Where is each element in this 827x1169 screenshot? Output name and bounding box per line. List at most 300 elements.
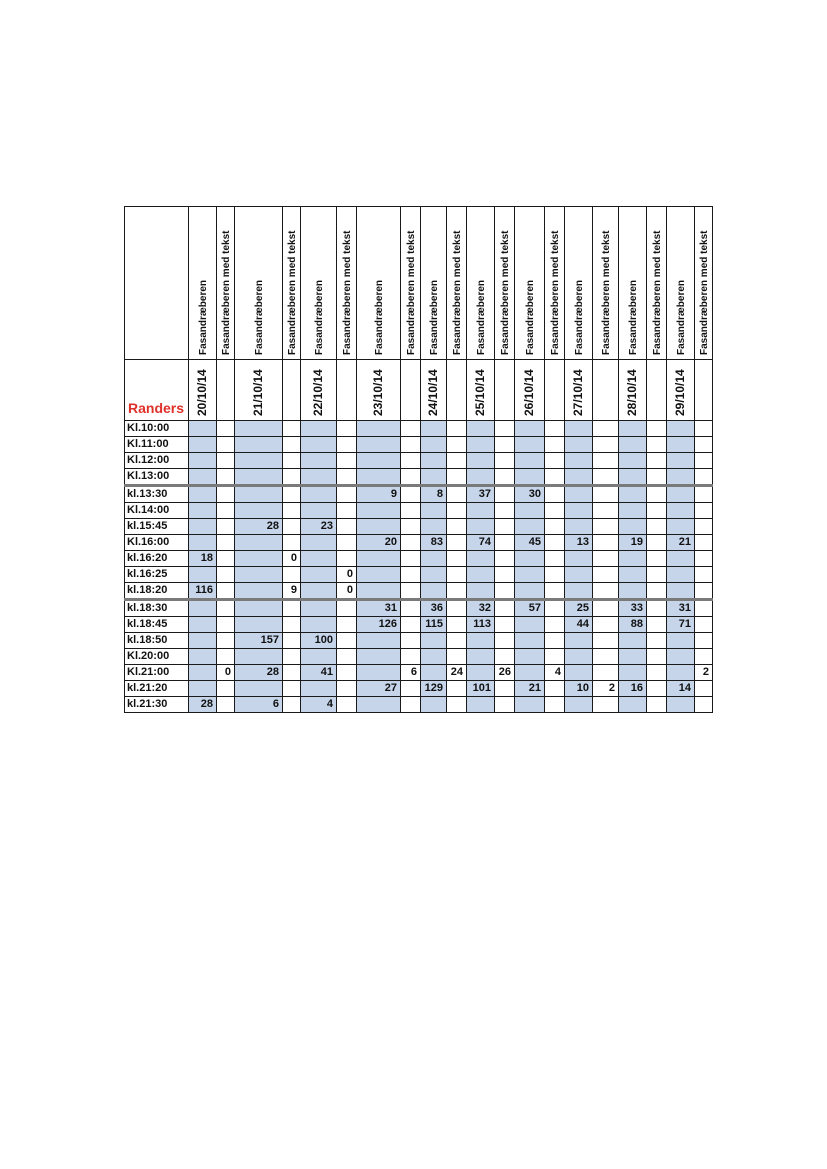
table-cell xyxy=(447,697,467,713)
table-cell xyxy=(337,617,357,633)
date-label: 23/10/14 xyxy=(370,369,385,416)
date-label: 26/10/14 xyxy=(521,369,536,416)
table-cell xyxy=(447,519,467,535)
table-row xyxy=(125,649,713,665)
table-cell: 33 xyxy=(619,600,647,617)
table-cell xyxy=(357,551,401,567)
table-cell: 13 xyxy=(565,535,593,551)
table-cell xyxy=(217,453,235,469)
table-cell xyxy=(337,633,357,649)
header-corner xyxy=(125,207,189,360)
table-cell xyxy=(337,551,357,567)
program-label: Fasandræberen xyxy=(197,279,209,355)
column-header-date xyxy=(495,360,515,421)
table-cell xyxy=(189,665,217,681)
table-cell xyxy=(235,469,283,486)
table-cell: 0 xyxy=(337,567,357,583)
table-cell xyxy=(495,486,515,503)
table-cell xyxy=(301,469,337,486)
table-cell xyxy=(447,503,467,519)
table-cell xyxy=(667,551,695,567)
table-cell xyxy=(217,617,235,633)
table-cell xyxy=(545,535,565,551)
table-row xyxy=(125,681,713,697)
table-cell xyxy=(619,519,647,535)
table-cell xyxy=(447,486,467,503)
table-cell xyxy=(421,437,447,453)
program-label: Fasandræberen med tekst xyxy=(451,230,463,355)
table-cell xyxy=(447,633,467,649)
table-cell: 116 xyxy=(189,583,217,600)
table-cell xyxy=(447,567,467,583)
table-cell xyxy=(421,469,447,486)
column-header-label xyxy=(337,207,357,360)
table-cell xyxy=(565,633,593,649)
table-cell xyxy=(401,617,421,633)
table-cell xyxy=(401,519,421,535)
table-cell: 36 xyxy=(421,600,447,617)
table-cell: 4 xyxy=(545,665,565,681)
table-cell: 32 xyxy=(467,600,495,617)
table-cell xyxy=(467,633,495,649)
table-cell xyxy=(357,519,401,535)
table-cell xyxy=(593,469,619,486)
table-cell xyxy=(565,583,593,600)
column-header-date xyxy=(695,360,713,421)
date-label: 22/10/14 xyxy=(310,369,325,416)
table-cell xyxy=(337,519,357,535)
column-header-label xyxy=(301,207,337,360)
table-cell xyxy=(337,535,357,551)
table-cell xyxy=(189,681,217,697)
table-cell xyxy=(495,519,515,535)
table-cell xyxy=(593,633,619,649)
table-cell xyxy=(283,697,301,713)
table-cell xyxy=(217,697,235,713)
table-cell xyxy=(357,453,401,469)
table-cell xyxy=(447,437,467,453)
table-cell xyxy=(695,486,713,503)
table-cell: 21 xyxy=(515,681,545,697)
table-cell xyxy=(217,535,235,551)
city-cell xyxy=(125,360,189,421)
column-header-label xyxy=(283,207,301,360)
time-label: kl.18:45 xyxy=(125,617,189,633)
table-cell xyxy=(217,649,235,665)
table-cell: 129 xyxy=(421,681,447,697)
table-cell xyxy=(421,665,447,681)
table-cell xyxy=(495,649,515,665)
table-cell: 20 xyxy=(357,535,401,551)
table-cell: 41 xyxy=(301,665,337,681)
table-cell: 6 xyxy=(401,665,421,681)
table-cell xyxy=(495,567,515,583)
table-cell: 28 xyxy=(189,697,217,713)
table-cell xyxy=(447,583,467,600)
time-label: kl.21:30 xyxy=(125,697,189,713)
table-cell xyxy=(337,453,357,469)
table-cell xyxy=(593,600,619,617)
table-cell xyxy=(337,421,357,437)
table-cell xyxy=(301,567,337,583)
program-label: Fasandræberen xyxy=(313,279,325,355)
table-cell xyxy=(593,503,619,519)
table-cell xyxy=(647,503,667,519)
table-cell xyxy=(467,551,495,567)
table-cell xyxy=(647,617,667,633)
table-cell xyxy=(545,617,565,633)
header-row-labels xyxy=(125,207,713,360)
table-cell xyxy=(283,567,301,583)
date-label: 25/10/14 xyxy=(472,369,487,416)
table-cell xyxy=(283,486,301,503)
table-cell xyxy=(593,567,619,583)
table-row xyxy=(125,437,713,453)
time-label: Kl.20:00 xyxy=(125,649,189,665)
table-cell xyxy=(495,503,515,519)
table-cell xyxy=(695,519,713,535)
table-cell xyxy=(189,519,217,535)
column-header-date xyxy=(235,360,283,421)
program-label: Fasandræberen med tekst xyxy=(286,230,298,355)
table-cell xyxy=(647,535,667,551)
table-cell xyxy=(545,633,565,649)
time-label: kl.13:30 xyxy=(125,486,189,503)
table-cell xyxy=(467,697,495,713)
table-cell xyxy=(515,437,545,453)
table-cell xyxy=(495,681,515,697)
table-cell xyxy=(217,551,235,567)
program-label: Fasandræberen xyxy=(675,279,687,355)
column-header-label xyxy=(357,207,401,360)
table-cell xyxy=(301,437,337,453)
table-cell: 83 xyxy=(421,535,447,551)
table-cell xyxy=(545,600,565,617)
column-header-label xyxy=(447,207,467,360)
program-label: Fasandræberen med tekst xyxy=(341,230,353,355)
table-cell: 8 xyxy=(421,486,447,503)
table-cell xyxy=(189,567,217,583)
table-cell xyxy=(189,649,217,665)
table-cell xyxy=(401,535,421,551)
table-cell xyxy=(283,633,301,649)
table-cell xyxy=(401,503,421,519)
table-cell: 2 xyxy=(695,665,713,681)
table-cell xyxy=(401,600,421,617)
table-cell xyxy=(447,617,467,633)
column-header-date xyxy=(447,360,467,421)
table-cell xyxy=(695,633,713,649)
table-cell xyxy=(593,453,619,469)
time-label: kl.18:30 xyxy=(125,600,189,617)
time-label: Kl.16:00 xyxy=(125,535,189,551)
table-cell xyxy=(593,551,619,567)
table-cell xyxy=(467,519,495,535)
table-row xyxy=(125,421,713,437)
time-label: Kl.12:00 xyxy=(125,453,189,469)
table-cell xyxy=(283,665,301,681)
table-cell: 0 xyxy=(217,665,235,681)
table-cell xyxy=(495,600,515,617)
table-cell xyxy=(447,535,467,551)
table-cell xyxy=(337,437,357,453)
table-cell xyxy=(619,453,647,469)
program-label: Fasandræberen xyxy=(373,279,385,355)
table-cell xyxy=(667,437,695,453)
table-cell xyxy=(401,437,421,453)
table-cell xyxy=(593,649,619,665)
table-cell xyxy=(619,633,647,649)
table-cell xyxy=(189,503,217,519)
table-cell xyxy=(515,649,545,665)
program-label: Fasandræberen med tekst xyxy=(549,230,561,355)
column-header-date xyxy=(421,360,447,421)
table-cell xyxy=(565,697,593,713)
table-cell xyxy=(515,453,545,469)
table-cell xyxy=(545,551,565,567)
table-cell xyxy=(647,486,667,503)
table-row xyxy=(125,633,713,649)
column-header-date xyxy=(283,360,301,421)
table-cell: 31 xyxy=(357,600,401,617)
table-cell xyxy=(545,567,565,583)
table-cell xyxy=(235,503,283,519)
table-cell xyxy=(647,437,667,453)
column-header-date xyxy=(467,360,495,421)
program-label: Fasandræberen med tekst xyxy=(600,230,612,355)
table-cell xyxy=(619,583,647,600)
table-row xyxy=(125,583,713,600)
table-cell xyxy=(667,649,695,665)
table-cell xyxy=(667,453,695,469)
table-cell: 23 xyxy=(301,519,337,535)
table-cell: 31 xyxy=(667,600,695,617)
table-cell xyxy=(495,437,515,453)
column-header-label xyxy=(695,207,713,360)
table-cell: 21 xyxy=(667,535,695,551)
table-cell xyxy=(447,551,467,567)
time-label: Kl.11:00 xyxy=(125,437,189,453)
table-cell xyxy=(695,583,713,600)
table-cell xyxy=(565,503,593,519)
table-cell xyxy=(593,583,619,600)
column-header-date xyxy=(357,360,401,421)
column-header-label xyxy=(495,207,515,360)
column-header-date xyxy=(545,360,565,421)
table-cell xyxy=(495,697,515,713)
table-cell xyxy=(467,567,495,583)
table-cell xyxy=(647,649,667,665)
table-cell xyxy=(647,697,667,713)
table-cell xyxy=(565,421,593,437)
program-label: Fasandræberen med tekst xyxy=(499,230,511,355)
table-cell xyxy=(565,551,593,567)
table-cell xyxy=(467,503,495,519)
table-cell xyxy=(545,681,565,697)
table-cell xyxy=(447,469,467,486)
table-cell xyxy=(235,681,283,697)
table-row xyxy=(125,665,713,681)
table-cell xyxy=(667,519,695,535)
table-cell xyxy=(495,421,515,437)
table-cell xyxy=(619,437,647,453)
table-cell xyxy=(695,437,713,453)
table-cell xyxy=(695,421,713,437)
table-cell xyxy=(515,633,545,649)
table-cell xyxy=(647,665,667,681)
time-label: Kl.14:00 xyxy=(125,503,189,519)
table-cell: 30 xyxy=(515,486,545,503)
table-cell xyxy=(235,600,283,617)
table-cell xyxy=(647,551,667,567)
table-cell xyxy=(545,469,565,486)
table-cell: 28 xyxy=(235,665,283,681)
table-cell xyxy=(235,486,283,503)
table-cell: 113 xyxy=(467,617,495,633)
table-cell xyxy=(337,600,357,617)
table-cell xyxy=(447,600,467,617)
table-cell xyxy=(421,583,447,600)
table-cell xyxy=(301,649,337,665)
table-cell xyxy=(283,469,301,486)
table-cell xyxy=(647,583,667,600)
table-cell xyxy=(357,583,401,600)
table-cell xyxy=(357,697,401,713)
table-cell xyxy=(189,617,217,633)
table-cell: 9 xyxy=(357,486,401,503)
table-cell xyxy=(667,567,695,583)
table-cell xyxy=(283,681,301,697)
table-cell xyxy=(235,453,283,469)
table-cell xyxy=(565,519,593,535)
table-cell xyxy=(235,437,283,453)
table-cell xyxy=(357,649,401,665)
table-cell xyxy=(357,421,401,437)
table-cell xyxy=(647,421,667,437)
time-label: kl.21:20 xyxy=(125,681,189,697)
viewership-table xyxy=(124,206,713,713)
table-cell xyxy=(647,519,667,535)
table-cell xyxy=(695,453,713,469)
table-cell xyxy=(283,649,301,665)
table-cell xyxy=(401,697,421,713)
table-cell xyxy=(235,583,283,600)
program-label: Fasandræberen xyxy=(475,279,487,355)
table-cell xyxy=(217,469,235,486)
table-cell xyxy=(545,519,565,535)
table-row xyxy=(125,551,713,567)
table-cell: 26 xyxy=(495,665,515,681)
table-cell xyxy=(235,649,283,665)
table-cell xyxy=(189,469,217,486)
table-cell xyxy=(619,469,647,486)
table-row xyxy=(125,617,713,633)
date-label: 27/10/14 xyxy=(570,369,585,416)
date-label: 28/10/14 xyxy=(624,369,639,416)
column-header-label xyxy=(217,207,235,360)
table-cell: 6 xyxy=(235,697,283,713)
table-cell xyxy=(467,665,495,681)
table-cell xyxy=(301,551,337,567)
column-header-label xyxy=(235,207,283,360)
table-cell xyxy=(495,453,515,469)
table-cell xyxy=(401,486,421,503)
table-cell xyxy=(495,583,515,600)
date-label: 20/10/14 xyxy=(194,369,209,416)
table-cell xyxy=(545,486,565,503)
table-cell: 88 xyxy=(619,617,647,633)
column-header-date xyxy=(593,360,619,421)
table-cell xyxy=(495,633,515,649)
table-cell xyxy=(401,453,421,469)
table-cell: 44 xyxy=(565,617,593,633)
column-header-date xyxy=(667,360,695,421)
table-cell xyxy=(447,681,467,697)
table-cell xyxy=(565,665,593,681)
table-cell xyxy=(301,503,337,519)
table-cell xyxy=(545,503,565,519)
table-cell: 4 xyxy=(301,697,337,713)
table-cell xyxy=(337,665,357,681)
table-cell xyxy=(667,486,695,503)
table-cell xyxy=(401,583,421,600)
table-cell: 45 xyxy=(515,535,545,551)
table-cell xyxy=(401,551,421,567)
time-label: Kl.21:00 xyxy=(125,665,189,681)
column-header-label xyxy=(593,207,619,360)
table-cell xyxy=(695,551,713,567)
table-cell xyxy=(515,469,545,486)
table-cell: 14 xyxy=(667,681,695,697)
table-cell xyxy=(283,437,301,453)
table-cell xyxy=(217,567,235,583)
table-cell: 115 xyxy=(421,617,447,633)
table-cell: 25 xyxy=(565,600,593,617)
time-label: kl.18:50 xyxy=(125,633,189,649)
table-cell xyxy=(647,567,667,583)
table-cell xyxy=(189,600,217,617)
column-header-date xyxy=(217,360,235,421)
table-cell xyxy=(545,583,565,600)
table-cell xyxy=(593,437,619,453)
table-cell xyxy=(565,469,593,486)
table-cell xyxy=(515,421,545,437)
table-cell xyxy=(235,617,283,633)
table-cell xyxy=(421,503,447,519)
table-cell xyxy=(695,469,713,486)
table-cell xyxy=(593,519,619,535)
column-header-label xyxy=(515,207,545,360)
table-cell: 100 xyxy=(301,633,337,649)
table-cell: 19 xyxy=(619,535,647,551)
column-header-label xyxy=(565,207,593,360)
table-cell xyxy=(235,535,283,551)
table-cell xyxy=(593,665,619,681)
table-cell xyxy=(545,437,565,453)
table-cell xyxy=(283,421,301,437)
table-cell xyxy=(189,486,217,503)
table-cell xyxy=(217,583,235,600)
table-cell xyxy=(189,535,217,551)
table-cell xyxy=(401,421,421,437)
table-cell xyxy=(357,633,401,649)
table-cell xyxy=(619,567,647,583)
table-cell xyxy=(545,697,565,713)
table-cell xyxy=(401,469,421,486)
program-label: Fasandræberen xyxy=(253,279,265,355)
table-cell: 101 xyxy=(467,681,495,697)
table-cell: 157 xyxy=(235,633,283,649)
